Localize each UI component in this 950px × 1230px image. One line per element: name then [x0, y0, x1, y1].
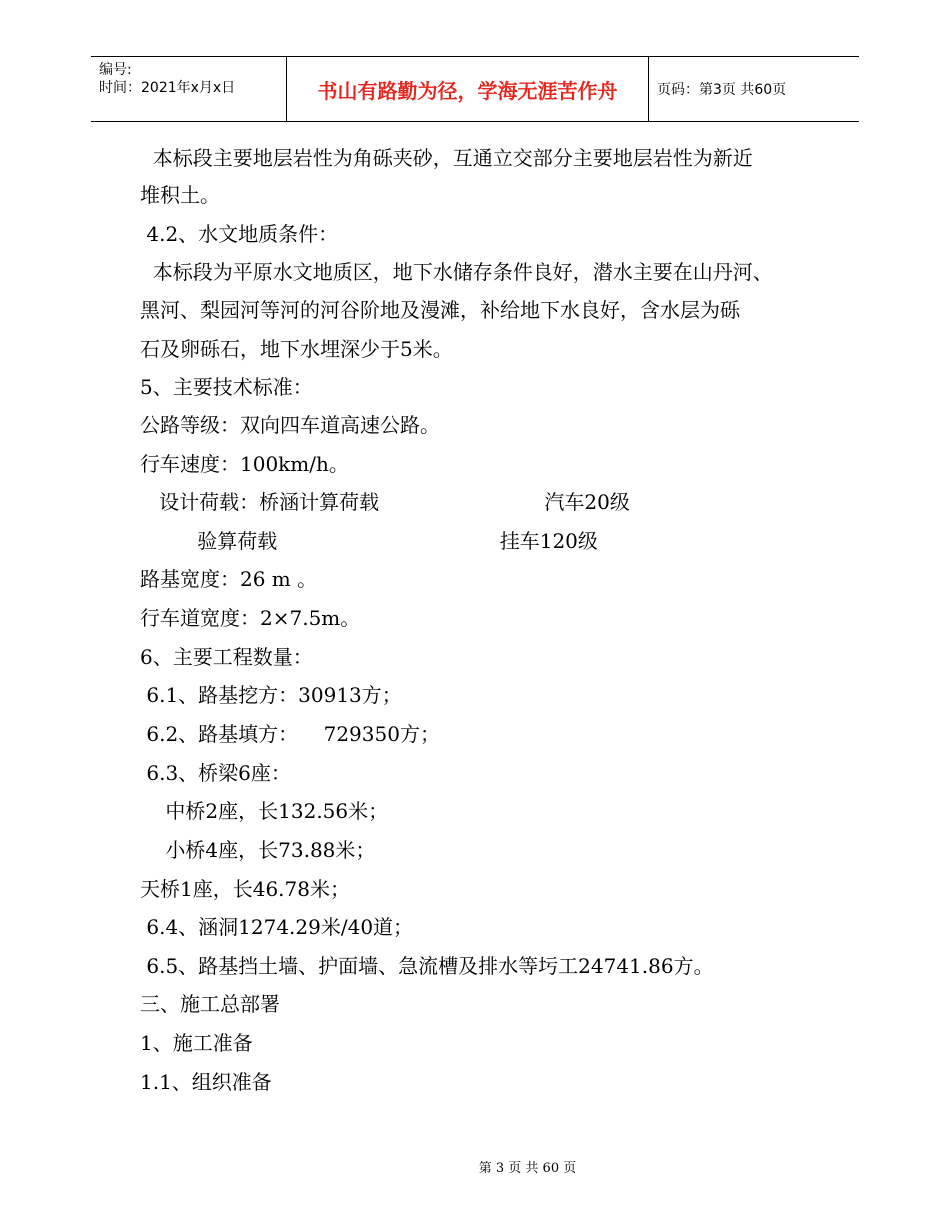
body-line: 6.3、桥梁6座： — [140, 761, 291, 785]
body-line: 本标段主要地层岩性为角砾夹砂，互通立交部分主要地层岩性为新近 — [140, 146, 753, 170]
body-line: 石及卵砾石，地下水埋深少于5米。 — [140, 337, 453, 361]
body-line: 6.4、涵洞1274.29米/40道； — [140, 915, 414, 939]
page-footer: 第 3 页 共 60 页 — [478, 1161, 577, 1176]
section-heading: 6、主要工程数量： — [140, 645, 313, 669]
section-heading: 5、主要技术标准： — [140, 375, 313, 399]
body-line: 验算荷载 挂车120级 — [140, 529, 598, 553]
body-line: 本标段为平原水文地质区，地下水储存条件良好，潜水主要在山丹河、 — [140, 260, 773, 284]
body-line: 中桥2座，长132.56米； — [140, 799, 389, 823]
section-heading: 1、施工准备 — [140, 1031, 253, 1055]
body-line: 行车速度：100km/h。 — [140, 452, 349, 476]
number-label: 编号: — [99, 62, 132, 78]
body-line: 小桥4座，长73.88米； — [140, 838, 376, 862]
section-heading: 4.2、水文地质条件： — [140, 222, 339, 246]
page-info: 页码：第3页 共60页 — [657, 82, 787, 98]
body-line: 设计荷载：桥涵计算荷载 汽车20级 — [140, 490, 630, 514]
page-header — [91, 56, 859, 122]
body-line: 6.1、路基挖方：30913方； — [140, 683, 402, 707]
section-heading: 1.1、组织准备 — [140, 1070, 272, 1094]
header-meta — [91, 57, 286, 121]
body-line: 6.2、路基填方： 729350方； — [140, 722, 440, 746]
body-line: 6.5、路基挡土墙、护面墙、急流槽及排水等圬工24741.86方。 — [140, 954, 714, 978]
body-line: 天桥1座，长46.78米； — [140, 877, 350, 901]
body-line: 路基宽度：26 m 。 — [140, 567, 318, 591]
body-line: 公路等级：双向四车道高速公路。 — [140, 413, 440, 437]
section-heading: 三、施工总部署 — [140, 992, 280, 1016]
body-line: 黑河、梨园河等河的河谷阶地及漫滩，补给地下水良好，含水层为砾 — [140, 298, 740, 322]
body-line: 行车道宽度：2×7.5m。 — [140, 606, 361, 630]
time-label: 时间：2021年x月x日 — [99, 80, 236, 96]
motto: 书山有路勤为径，学海无涯苦作舟 — [286, 57, 649, 121]
body-line: 堆积土。 — [140, 183, 220, 207]
